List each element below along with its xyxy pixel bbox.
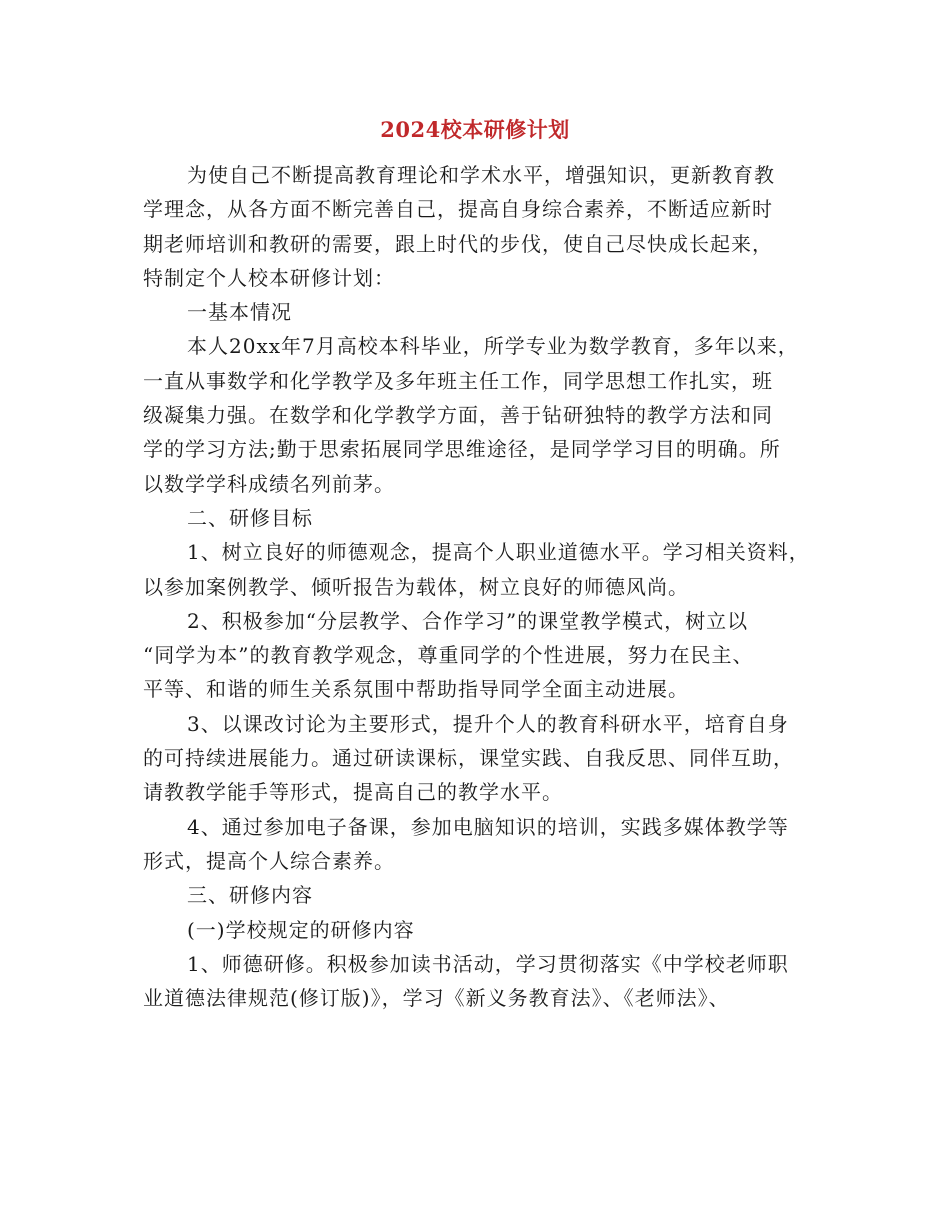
text-line: 期老师培训和教研的需要，跟上时代的步伐，使自己尽快成长起来， (143, 231, 773, 256)
text-line: 3、以课改讨论为主要形式，提升个人的教育科研水平，培育自身 (187, 711, 789, 736)
section-heading: 二、研修目标 (187, 505, 313, 530)
text-line: 的可持续进展能力。通过研读课标，课堂实践、自我反思、同伴互助， (143, 746, 794, 771)
text-line: 级凝集力强。在数学和化学教学方面，善于钻研独特的教学方法和同 (143, 403, 773, 428)
text-line: 一直从事数学和化学教学及多年班主任工作，同学思想工作扎实，班 (143, 368, 773, 393)
text-line: 业道德法律规范(修订版)》，学习《新义务教育法》、《老师法》、 (143, 986, 730, 1011)
document-title: 2024校本研修计划 (380, 117, 570, 142)
text-line: 以数学学科成绩名列前茅。 (143, 471, 395, 496)
text-line: 4、通过参加电子备课，参加电脑知识的培训，实践多媒体教学等 (187, 814, 789, 839)
section-heading: 三、研修内容 (187, 883, 313, 908)
text-line: 以参加案例教学、倾听报告为载体，树立良好的师德风尚。 (143, 574, 689, 599)
section-heading: 一基本情况 (187, 300, 292, 325)
document-body (143, 158, 833, 1015)
text-line: 1、师德研修。积极参加读书活动，学习贯彻落实《中学校老师职 (187, 951, 789, 976)
text-line: “同学为本”的教育教学观念，尊重同学的个性进展，努力在民主、 (143, 643, 754, 668)
text-line: 学理念，从各方面不断完善自己，提高自身综合素养，不断适应新时 (143, 197, 773, 222)
text-line: 学的学习方法;勤于思索拓展同学思维途径，是同学学习目的明确。所 (143, 437, 781, 462)
text-line: 平等、和谐的师生关系氛围中帮助指导同学全面主动进展。 (143, 677, 689, 702)
text-line: 1、树立良好的师德观念，提高个人职业道德水平。学习相关资料， (187, 540, 810, 565)
text-line: 特制定个人校本研修计划： (143, 265, 395, 290)
text-line: 为使自己不断提高教育理论和学术水平，增强知识，更新教育教 (187, 163, 775, 187)
subsection-heading: (一)学校规定的研修内容 (187, 917, 415, 942)
text-line: 请教教学能手等形式，提高自己的教学水平。 (143, 780, 563, 805)
text-line: 本人20xx年7月高校本科毕业，所学专业为数学教育，多年以来， (187, 334, 799, 359)
text-line: 形式，提高个人综合素养。 (143, 848, 395, 873)
text-line: 2、积极参加“分层教学、合作学习”的课堂教学模式，树立以 (187, 608, 749, 633)
